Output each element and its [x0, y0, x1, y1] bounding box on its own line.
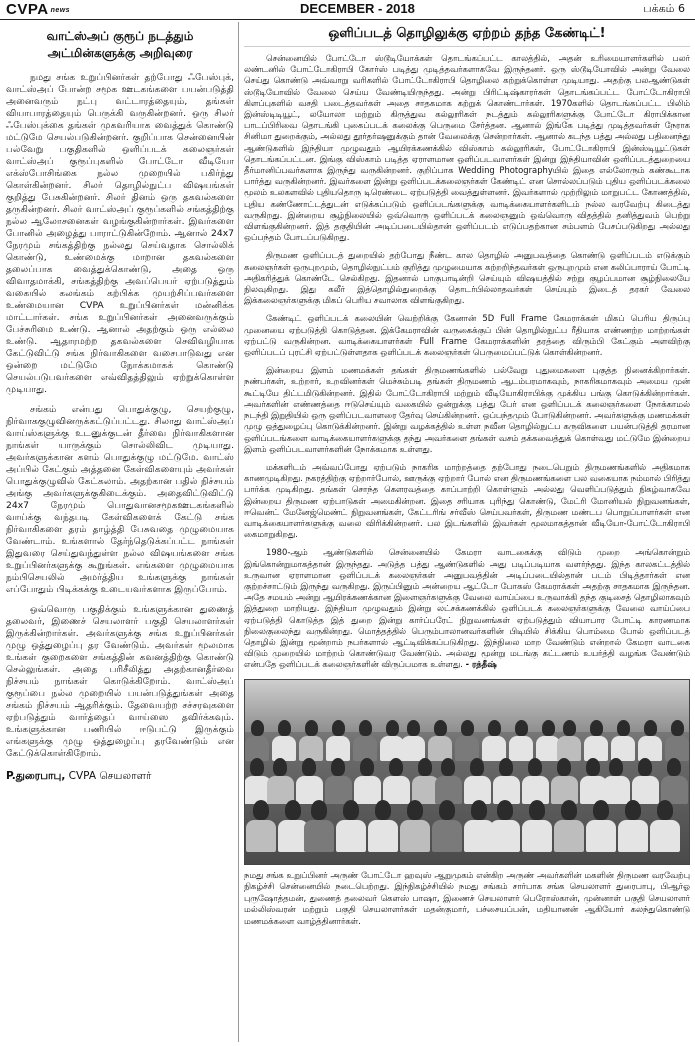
photo-person-body — [638, 736, 662, 762]
photo-person-head — [529, 800, 545, 820]
right-paragraph-5: மக்களிடம் அவ்வப்போது ஏற்படும் நாகரிக மாற்றத்தை தற்போது நடைபெறும் திருமணங்களில் அதிகமாக காணமுடிகிறது. நகரத்திற்கு ஏற்றார்போல், ஊருக்கு ஏற்றார் போல் என திருமணங்களை பல வகையாக நம்மால் பிரித்து பார்க்க முடிகிறது. தங்கள் சொந்த கௌரவத்தை காப்பாற்றி கொள்ளும் அல்லது வெளிப்படுத்தும் நிகழ்வாகவே இன்றைய திருமண ஏற்பாடுகள் அமைகின்றன. இதை சரியாக புரிந்து கொண்டு, மேட்ரி மோனியல் நிறுவனங்கள், ஈவென்ட் மேனேஜ்மெண்ட் நிறுவனங்கள், கேட்டரிங் சர்வீஸ் செய்பவர்கள், திருமண மண்டப பொறுப்பாளர்கள் என வாடிக்கையாளர்களுக்கு வலை விரிக்கின்றனர். பல இடங்களில் இவர்கள் மூலமாகத்தான் வீடியோ-போட்டோகிராபி கைமாறுகிறது. — [244, 461, 690, 540]
article-author: - ரத்தீஷ் — [465, 659, 497, 670]
photo-person-head — [586, 758, 600, 776]
photo-person-head — [359, 720, 372, 736]
photo-person-body — [400, 820, 430, 852]
photo-person-body — [665, 736, 689, 762]
photo-person-head — [434, 720, 447, 736]
photo-person-head — [557, 758, 571, 776]
photo-person-head — [305, 720, 318, 736]
left-article — [6, 22, 234, 1042]
photo-person-head — [407, 720, 420, 736]
photo-person-head — [250, 758, 264, 776]
photo-person-body — [304, 820, 334, 852]
photo-person-body — [554, 820, 584, 852]
right-paragraph-6 — [244, 547, 690, 670]
photo-person-body — [618, 820, 648, 852]
photo-caption: நமது சங்க உறுப்பினர் அருண் போட்டோ ஹவுஸ் ஆறுமுகம் என்கிற அருண் அவர்களின் மகளின் திருமண வரவேற்பு நிகழ்ச்சி சென்னையில் நடைபெற்றது. இந்நிகழ்ச்சியில் நமது சங்கம் சார்பாக சங்க செயலாளர் துரைபாபு, பிஆர்ஓ புருஷோத்தமன், துணைத் தலைவர் கௌஸ் பாஷா, இணைச் செயலாளர் பெரோஸ்கான், முன்னாள் பகுதி செயலாளர் மல்லிஸ்வரன் மற்றும் பகுதி செயலாளர்கள் மதன்குமார், பச்சையப்பன், மதியானன் ஆகியோர் கலந்துகொண்டு மணமக்களை வாழ்த்தினார்கள். — [244, 869, 690, 926]
photo-person-body — [509, 736, 533, 762]
photo-person-head — [625, 800, 641, 820]
photo-person-head — [563, 720, 576, 736]
photo-person-head — [285, 800, 301, 820]
photo-person-head — [302, 758, 316, 776]
photo-person-body — [482, 736, 506, 762]
photo-person-head — [278, 720, 291, 736]
photo-person-head — [389, 758, 403, 776]
photo-person-body — [272, 736, 296, 762]
left-signature — [6, 770, 234, 783]
photo-person-body — [522, 820, 552, 852]
photo-person-body — [584, 736, 608, 762]
photo-person-head — [311, 800, 327, 820]
photo-person-head — [407, 800, 423, 820]
signature-role: CVPA செயலாளர் — [68, 770, 152, 782]
photo-person-body — [586, 820, 616, 852]
left-article-title: வாட்ஸ்அப் குரூப் நடத்தும் அட்மின்களுக்கு அறிவுரை — [46, 29, 194, 60]
photo-person-head — [528, 758, 542, 776]
photo-person-body — [354, 776, 381, 805]
issue-date: DECEMBER - 2018 — [300, 1, 415, 16]
photo-person-body — [368, 820, 398, 852]
photo-person-head — [418, 758, 432, 776]
photo-person-head — [657, 800, 673, 820]
photo-person-head — [638, 758, 652, 776]
photo-person-head — [609, 758, 623, 776]
photo-person-head — [470, 758, 484, 776]
right-article — [244, 22, 690, 1042]
photo-person-head — [375, 800, 391, 820]
photo-person-body — [432, 820, 462, 852]
photo-person-body — [603, 776, 630, 805]
photo-person-head — [499, 758, 513, 776]
photo-person-head — [471, 800, 487, 820]
photo-person-body — [246, 820, 276, 852]
photo-person-head — [667, 758, 681, 776]
photo-person-head — [593, 800, 609, 820]
photo-person-head — [488, 720, 501, 736]
photo-person-head — [590, 720, 603, 736]
photo-person-head — [561, 800, 577, 820]
photo-person-head — [386, 720, 399, 736]
right-paragraph-4: இன்றைய இளம் மணமக்கள் தங்கள் திருமணங்களில் பல்வேறு புதுமைகளை புகுத்த நினைக்கிறார்கள். நண்பர்கள், உற்றார், உறவினர்கள் மெச்சும்படி தங்கள் திருமணம் ஆடம்பரமாகவும், நாகரிகமாகவும் அமைய முன் கூட்டியே திட்டமிடுகின்றனர். இதில் போட்டோகிராபி மற்றும் வீடியோகிராபிக்கு முக்கிய பங்கு கொடுக்கின்றார்கள். அவர்களின் எண்ணத்தை ஈடுசெய்யும் வகையில் ஒன்றுக்கு பத்து பேர் என ஒளிப்படக் கலைஞர்களை நோக்காமல் நடந்தி இறுதியில் ஒரு ஒளிப்படவாளரை தேர்வு செய்கின்றனர். ஒப்பந்தமும் போடுகின்றனர். அவர்களுக்கு மணமக்கள் முழு ஒத்துழைப்பு கொடுக்கின்றனர். இன்று வழக்கத்தில் உள்ள நவீன தொழில்நுட்ப கருவிகளை பயன்படுத்தி தரமான ஒளிப்படங்களை வாடிக்கையாளர்களுக்கு தந்து அவர்களை தங்கள் வசம் தக்கவைத்துக் கொள்வது மட்டுமே இன்றைய இளம் ஒளிப்படவாளர்களின் நோக்கமாக உள்ளது. — [244, 365, 690, 454]
photo-person-head — [644, 720, 657, 736]
photo-person-head — [253, 800, 269, 820]
left-paragraph-3: ஒவ்வொரு பகுதிக்கும் உங்களுக்கான துணைத் தலைவர், இணைச் செயலாளர் பகுதி செயலாளர்கள் இருக்கின்றார்கள். அவர்களுக்கு சங்க உறுப்பினர்கள் முழு ஒத்துழைப்பு தர வேண்டும். அவர்கள் மூலமாக உங்கள் குறைகளை சங்கத்தின் கவனத்திற்கு கொண்டு செல்லுங்கள். அதை பரிசீலித்து அதற்கானதீர்வை நிச்சயம் நாங்கள் கொடுக்கிறோம். வாட்ஸ்அப் குரூப்பை நல்ல முறையில் பயன்படுத்துங்கள் அதை சங்கம் நிச்சயம் ஆதரிக்கும். தேவையற்ற சச்சரவுகளை ஏற்படுத்தும் வார்த்தைப் வாய்ஸை தவிர்க்கவும். உங்களுக்கான பணியில் ஈடுபட்டு இருக்கும் எங்களுக்கு முழு ஒத்துழைப்பு தரவேண்டும் என கேட்டுக்கொள்கிறோம். — [6, 604, 234, 759]
photo-person-head — [343, 800, 359, 820]
left-paragraph-2: சங்கம் என்பது பொதுக்குழு, செயற்குழு, நிர்வாககுழுவினருக்கட்டுப்பட்டது. சிலாது வாட்ஸ்அப் வாய்ஸ்களுக்கு உடனுக்குடன் தீர்வை நிர்வாகிகளான நாங்கள் யாருக்கும் சொல்லிவிட முடியாது. அவர்களுக்கான களம் பொதுக்குழு மட்டுமே. வாட்ஸ் அப்பில் கேட்கும் அத்தனை கேள்விகளையும் அவர்கள் பொதுக்குழுவில் கேட்கலாம். அதற்கான பதில் நிச்சயம் அங்கு அவர்களுக்குகிடைக்கும். அதைவிட்டுவிட்டு 24x7 நேரமும் பொதுவானசமூகஊடகங்களில் வாய்க்கு வந்தபடி கேள்விகளைக் கேட்டு சங்க நிர்வாகிகளை தரம் தாழ்த்தி பேசுவதை முழுமையாக வேண்டாம். உங்களால் தேர்ந்தெடுக்கப்பட்ட நாங்கள் இதுவரை செய்துவந்துள்ள நல்ல விஷயங்களை சங்க உறுப்பினர்களுக்கு கூறுங்கள். எங்களை முழுமையாக நம்பிசெயலில் அமர்த்திய உங்களுக்கு நாங்கள் எப்போதும் பிடிக்கக்கு உடையவர்களாக இருப்போம். — [6, 404, 234, 595]
photo-person-body — [401, 736, 425, 762]
photo-person-body — [490, 820, 520, 852]
photo-person-head — [497, 800, 513, 820]
photo-person-head — [251, 720, 264, 736]
photo-person-head — [439, 800, 455, 820]
right-paragraph-2: திருமண ஒளிப்படத் துறையில் தற்போது நீண்ட கால தொழில் அனுபவத்தை கொண்டு ஒளிப்படம் எடுக்கும் கலைஞர்கள் ஒருபுறமும், தொழில்நுட்பம் குறித்து முழுமையாக கற்றறிந்தவர்கள் ஒருபுறமும் என கலிப்பாராய் போட்டி அதிகரித்துக் கொண்டே செல்கிறது. இதனால் பாகுபாடின்றி செய்யும் விஷயத்தில் சற்று குழப்பமான சூழ்நிலையே நிலவுகிறது. இது கலீர் இத்தொழில்துறைக்கு தொடர்பில்லாதவர்கள் செய்யும் இடைத் தரகர் வேலை இக்கலைஞர்களுக்கு மிகப் பெரிய சவாலாக விளங்குகிறது. — [244, 250, 690, 306]
page-header — [0, 0, 695, 20]
photo-person-body — [383, 776, 410, 805]
group-photo — [244, 679, 690, 865]
photo-person-head — [331, 758, 345, 776]
photo-person-head — [671, 720, 684, 736]
photo-person-head — [617, 720, 630, 736]
photo-person-head — [360, 758, 374, 776]
column-divider — [238, 22, 239, 1042]
photo-person-head — [461, 720, 474, 736]
right-paragraph-3: கேண்டிட் ஒளிப்படக் கலையின் வெற்றிக்கு கேனான் 5D Full Frame கேமராக்கள் மிகப் பெரிய திருப்பு முனையை ஏற்படுத்தி கொடுத்தன. இக்கேமராவின் வருகைக்குப் பின் தொழில்நுட்ப ரீதியாக எண்ணற்ற மாற்றங்கள் ஏற்பட்டு வருகின்றன. வாடிக்கையாளர்கள் Full Frame கேமராக்களின் தரத்தை விரும்பி கேட்கும் அளவிற்கு ஒளிப்படப் புரட்சி ஏற்பட்டுள்ளதாக ஒளிப்படக் கலைஞர்கள் பெருமைப்பட்டுக் கொள்கின்றனர். — [244, 313, 690, 358]
photo-person-head — [542, 720, 555, 736]
brand-logo: CVPA news — [6, 1, 71, 18]
right-paragraph-6-text: 1980-ஆம் ஆண்டுகளில் சென்னையில் கேமரா வாடகைக்கு விடும் முறை அங்கொன்றும் இங்கொன்றுமாகத்தான் இருந்தது. அடுத்த பத்து ஆண்டுகளில் அது படிப்படியாக வளர்ந்தது. இந்த காலகட்டத்தில் உருவான ஏராளமான ஒளிப்படக் கலைஞர்கள் அனுபவத்தின் அடிப்படையில்தான் படம் பிடித்தார்கள் என குற்றச்சாட்டும் இருந்து வருகிறது. இருப்பினும் அன்றைய ஆட்டோ போகஸ் கேமராக்கள் அதற்கு சாதகமாக இருந்தன. அதே சமயம் அன்று ஆயிரக்கணக்கான இளைஞர்களுக்கு வேலை வாய்ப்பை உருவாக்கி தந்த குடிசைத் தொழிலாகவும் இத்துறை மாறியது. இந்தியா முழுவதும் இன்று லட்சக்கணக்கில் ஒளிப்படக் கலைஞர்களுக்கு வேலை வாய்ப்பை ஏற்படுத்தி கொடுத்த இத் துறை இன்று கார்ப்பரேட் நிறுவனங்கள் ஏற்படுத்தும் வியாபார போட்டி காரணமாக நிலைகுலைந்து வருகின்றது. மொத்தத்தில் பெரும்பாலானவர்களின் பிடியில் சிக்கிய பொம்மை போல் ஒளிப்படத் தொழில் இன்று மூன்றாம் நபர்களால் ஆட்டிவிக்கப்படுகிறது. இந்நிலை மாற வேண்டும் என்றால் கேமரா வாடகை விடும் முறையில் மாற்றம் கொண்டுவர வேண்டும். அல்லது மூன்று மடங்கு கட்டணம் உயர்த்தி வழங்க வேண்டும் என்பதே ஒளிப்படக் கலைஞர்களின் விருப்பமாக உள்ளது. — [244, 547, 690, 670]
right-paragraph-1: சென்னையில் போட்டோ ஸ்டூடியோக்கள் தொடங்கப்பட்ட காலத்தில், அதன் உரிமையாளர்களில் பலர் லண்டனில் போட்டோகிராபி கோர்ஸ் படித்து முடித்தவர்களாகவே இருந்தனர். ஒரு ஸ்டூடியோவில் அன்று வேலை செய்து கொண்டு அவ்வாறு வரிகளில் போட்டோகிராபி தொழிலை கற்றுக்கொள்ள முடியாது. அதற்கு பலஆண்டுகள் ஸ்டூடியோவில் வேலை செய்ய வேண்டியிருந்தது. அன்று பிரிட்டிஷ்காரர்கள் தொடங்கப்பட்ட போட்டோகிராபி கிளப்புகளில் வசதி படைத்தவர்கள் அதை சாதகமாக கற்றுக் கொண்டார்கள். 1970களில் தொடங்கப்பட்ட பிலிம் இன்ஸ்டிடியூட், லயோலா மற்றும் கிருத்துவ கல்லூரிகள் நடத்தும் கல்லூரிகளுக்கு போட்டோ கிராபிக்கான பாடப்பிரிவை தொடங்கி புகைப்படக் கலைக்கு பெருமை சேர்த்தன. ஆனால் இங்கே படித்து முடித்தவர்கள் நேராக சினிமா துறைக்கும், அல்லது தூர்தர்ஷனுக்கும் தான் வேலைக்கு சென்றார்கள். ஆனால் கடந்த பத்து அல்லது பதினைந்து ஆண்டுகளில் இந்தியா முழுவதும் ஆயிரக்கணக்கில் விஸ்காம் கல்லூரிகள், போட்டோகிராபி இன்ஸ்டியூட்டுகள் தொடங்கப்பட்டன. இங்கு விஸ்காம் படித்த ஏராளமான ஒளிப்படவாளர்கள் இன்று இந்தியாவின் ஒளிப்படத்துறையை தீர்மானிப்பவர்களாக இருந்து வருகின்றனர். குறிப்பாக Wedding Photographyயில் இதை எல்லோரும் கண்கூடாக பார்த்து வருகின்றனர். இவர்களை இன்று ஒளிப்படக்கலைஞர்கள் கேண்டிட் என சொல்லப்படும் புதிய ஒளிப்படக்கலை மூலம் உலகளவில் புதியதொரு டிரெண்டை ஏற்படுத்தி வைத்துள்ளனர். இவர்களால் முற்றிலும் மாறுபட்ட கோணத்தில், புதிய கண்ணோட்டத்துடன் எடுக்கப்படும் ஒளிப்படங்களுக்கு வாடிக்கையாளர்களிடம் நல்ல வரவேற்பு கிடைத்து வருகிறது. இன்றைய சூழ்நிலையில் ஒவ்வொரு ஒளிப்படக் கலைஞனும் ஒவ்வொரு விதத்தில் தனித்துவம் பெற்று விளங்குகின்றனர். இத் தகுதியின் அடிப்படையில்தான் ஒளிப்படம் எடுப்பதற்கான சம்பளம் பேசப்படுகிறது அல்லது ஒப்பந்தம் போடப்படுகிறது. — [244, 53, 690, 243]
right-article-title: ஒளிப்படத் தொழிலுக்கு ஏற்றம் தந்த கேண்டிட்! — [244, 24, 690, 47]
photo-person-head — [515, 720, 528, 736]
photo-person-head — [332, 720, 345, 736]
photo-person-body — [299, 736, 323, 762]
photo-person-body — [551, 776, 578, 805]
left-paragraph-1: நமது சங்க உறுப்பினர்கள் தற்போது ஃபேஸ்புக், வாட்ஸ்அப் போன்ற சமூக ஊடகங்களை பயன்படுத்தி அனைவரும் நட்பு வட்டாரத்தையும், தங்கள் வியாபாரத்தையும் பெருக்கி வருகின்றனர். ஒரு சிலர் ஃபேஸ்புக்கை தங்கள் முகவரியாக வைத்துக் கொண்டு மட்டுமே செயல்படுகின்றனர். குறிப்பாக சென்னையின் பல்வேறு பகுதிகளில் ஒளிப்படக் கலைஞர்கள் வாட்ஸ்அப் குரூப்புகளில் போட்டோ வீடியோ எக்ஸ்போசிங்கை நல்ல முறையில் பகிர்ந்து கொள்கின்றனர். சிலர் தொழில்நுட்ப விஷயங்கள் குறித்து பேசுகின்றனர். சிலர் தினம் ஒரு தகவல்களை தருகின்றனர். சிலர் வாட்ஸ்அப் குரூப்களில் சங்கத்திற்கு நல்ல ஆலோசனைகள் வழங்குகின்றார்கள். இவர்களை போனில் அழைத்து பாராட்டுகின்றோம். ஆனால் 24x7 நேரமும் சங்கத்திற்கு நல்லது செய்வதாக சொல்லிக் கொண்டு, உண்மைக்கு மாறான தகவல்களை தலைப்பாக வைத்துக்கொண்டு, அதை ஒரு விவாதமாக்கி, சங்கத்திற்கு அவப்பெயர் ஏற்படுத்தும் வகையில் கலங்கம் கற்பிக்க முயற்சிப்பவர்களை உண்மையான CVPA உறுப்பினர்கள் மன்னிக்க மாட்டார்கள். சங்க உறுப்பினர்கள் அனைவருக்கும் பேச்சுரிமை உண்டு. ஆனால் அதற்கும் ஒரு எல்லை உண்டு. ஆதாரமற்ற தகவல்களை செவிவழியாக கேட்டுவிட்டு சங்க நிர்வாகிகளை வசைபாடுவது என ஒன்றை மட்டுமே நோக்கமாகக் கொண்டு செயல்படுபவர்களை எவ்விதத்திலும் ஏற்றுக்கொள்ள முடியாது. — [6, 72, 234, 395]
signature-name: P.துரைபாபு, — [6, 770, 66, 782]
photo-person-body — [557, 736, 581, 762]
page-number: பக்கம் 6 — [643, 2, 685, 15]
photo-person-head — [441, 758, 455, 776]
photo-person-body — [650, 820, 680, 852]
photo-person-body — [336, 820, 366, 852]
photo-person-head — [273, 758, 287, 776]
